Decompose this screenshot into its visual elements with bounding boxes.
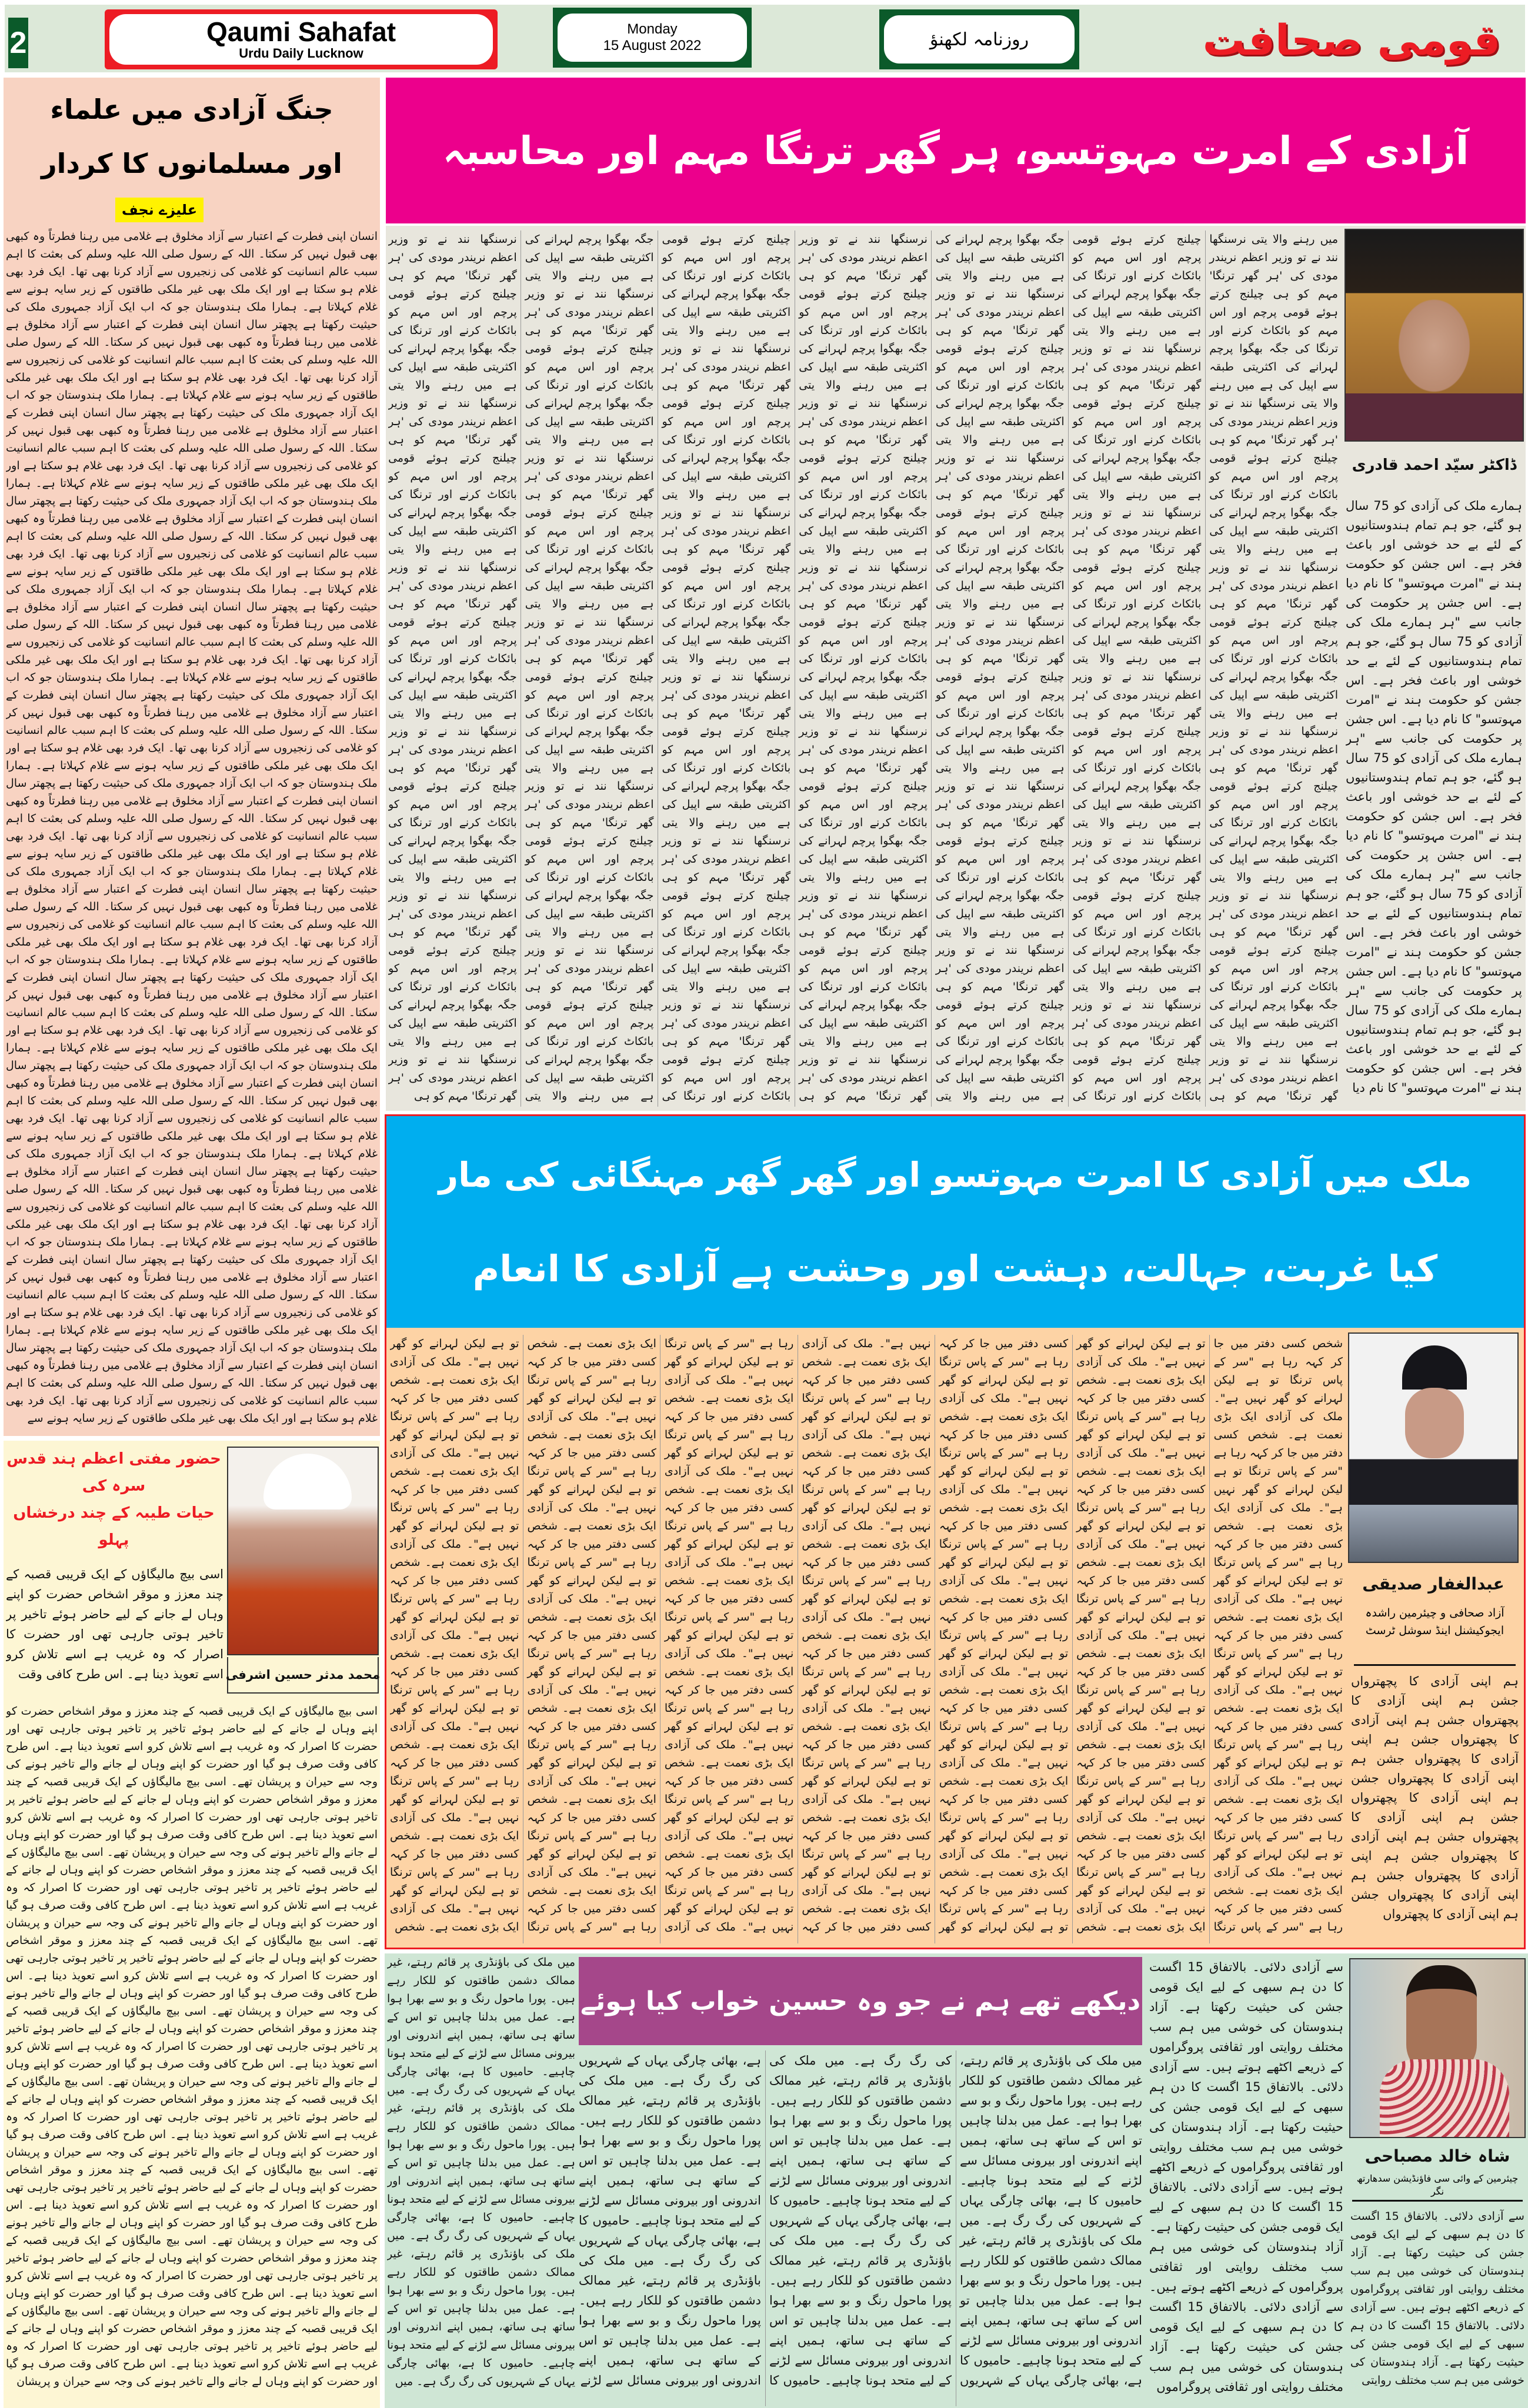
headline-line: حضور مفتی اعظم ہند قدس سرہ کی (6, 1450, 221, 1495)
article-body: میں رہنے والا یتی نرسنگھا نند نے تو وزیر اعظم نریندر مودی کی 'ہر گھر ترنگا' مہم کو ہی چیلنج کرتے ہوئے قومی پرچم اور اس مہم کو بائکاٹ کرنے اور ترنگا کی جگہ بھگوا پرچم لہرانے کی اکثریتی طبقہ سے اپیل کی ہے میں رہنے والا یتی نرسنگھا نند نے تو وزیر اعظم نریندر مودی کی 'ہر گھر ترنگا' مہم کو ہی چیلنج کرتے ہوئے قومی پرچم اور اس مہم کو بائکاٹ کرنے اور ترنگا کی جگہ بھگوا پرچم لہرانے کی اکثریتی طبقہ سے اپیل کی ہے میں رہنے والا یتی نرسنگھا نند نے تو وزیر اعظم نریندر مودی کی 'ہر گھر ترنگا' مہم کو ہی چیلنج کرتے ہوئے قومی پرچم اور اس مہم کو بائکاٹ کرنے اور ترنگا کی جگہ بھگوا پرچم لہرانے کی اکثریتی طبقہ سے اپیل کی ہے میں رہنے والا یتی نرسنگھا نند نے تو وزیر اعظم نریندر مودی کی 'ہر گھر ترنگا' مہم کو ہی چیلنج کرتے ہوئے قومی پرچم اور اس مہم کو بائکاٹ کرنے اور ترنگا کی جگہ بھگوا پرچم لہرانے کی اکثریتی طبقہ سے اپیل کی ہے میں رہنے والا یتی نرسنگھا نند نے تو وزیر اعظم نریندر مودی کی 'ہر گھر ترنگا' مہم کو ہی چیلنج کرتے ہوئے قومی پرچم اور اس مہم کو بائکاٹ کرنے اور ترنگا کی جگہ بھگوا پرچم لہرانے کی اکثریتی طبقہ سے اپیل کی ہے میں رہنے والا یتی نرسنگھا نند نے تو وزیر اعظم نریندر مودی کی 'ہر گھر ترنگا' مہم کو ہی چیلنج کرتے ہوئے قومی پرچم اور اس مہم کو بائکاٹ کرنے اور ترنگا کی جگہ بھگوا پرچم لہرانے کی اکثریتی طبقہ سے اپیل کی ہے میں رہنے والا یتی نرسنگھا نند نے تو وزیر اعظم نریندر مودی کی 'ہر گھر ترنگا' مہم کو ہی چیلنج کرتے ہوئے قومی پرچم اور اس مہم کو بائکاٹ کرنے اور ترنگا کی جگہ بھگوا پرچم لہرانے کی اکثریتی طبقہ سے اپیل کی ہے میں رہنے والا یتی نرسنگھا نند نے تو وزیر اعظم نریندر مودی کی 'ہر گھر ترنگا' مہم کو ہی چیلنج کرتے ہوئے قومی پرچم اور اس مہم کو بائکاٹ کرنے اور ترنگا کی جگہ بھگوا پرچم لہرانے کی اکثریتی طبقہ سے اپیل کی ہے میں رہنے والا یتی نرسنگھا نند نے تو وزیر اعظم نریندر مودی کی 'ہر گھر ترنگا' مہم کو ہی چیلنج کرتے ہوئے قومی پرچم اور اس مہم کو بائکاٹ کرنے اور ترنگا کی جگہ بھگوا پرچم لہرانے کی اکثریتی طبقہ سے اپیل کی ہے میں رہنے والا یتی نرسنگھا نند نے تو وزیر اعظم نریندر مودی کی 'ہر گھر ترنگا' مہم کو ہی چیلنج کرتے ہوئے قومی پرچم اور اس مہم کو بائکاٹ کرنے اور ترنگا کی جگہ بھگوا پرچم لہرانے کی اکثریتی طبقہ سے اپیل کی ہے میں رہنے والا یتی نرسنگھا نند نے تو وزیر اعظم نریندر مودی کی 'ہر گھر ترنگا' مہم کو ہی چیلنج کرتے ہوئے قومی پرچم اور اس مہم کو بائکاٹ کرنے اور ترنگا کی جگہ بھگوا پرچم لہرانے کی اکثریتی طبقہ سے اپیل کی ہے میں رہنے والا یتی نرسنگھا نند نے تو وزیر اعظم نریندر مودی کی 'ہر گھر ترنگا' مہم کو ہی چیلنج کرتے ہوئے قومی پرچم اور اس مہم کو بائکاٹ کرنے اور ترنگا کی جگہ بھگوا پرچم لہرانے کی اکثریتی طبقہ سے اپیل کی ہے میں رہنے والا یتی نرسنگھا نند نے تو وزیر اعظم نریندر مودی کی 'ہر گھر ترنگا' مہم کو ہی چیلنج کرتے ہوئے قومی پرچم اور اس مہم کو بائکاٹ کرنے اور ترنگا کی جگہ بھگوا پرچم لہرانے کی اکثریتی طبقہ سے اپیل کی ہے میں رہنے والا یتی نرسنگھا نند نے تو وزیر اعظم نریندر مودی کی 'ہر گھر ترنگا' مہم کو ہی چیلنج کرتے ہوئے قومی پرچم اور اس مہم کو بائکاٹ کرنے اور ترنگا کی جگہ بھگوا پرچم لہرانے کی اکثریتی طبقہ سے اپیل کی ہے میں رہنے والا یتی نرسنگھا نند نے تو وزیر اعظم نریندر مودی کی 'ہر گھر ترنگا' مہم کو ہی چیلنج کرتے ہوئے قومی پرچم اور اس مہم کو بائکاٹ کرنے اور ترنگا کی جگہ بھگوا پرچم لہرانے کی اکثریتی طبقہ سے اپیل کی ہے میں رہنے والا یتی نرسنگھا نند نے تو وزیر اعظم نریندر مودی کی 'ہر گھر ترنگا' مہم کو ہی چیلنج کرتے ہوئے قومی پرچم اور اس مہم کو بائکاٹ کرنے اور ترنگا کی جگہ بھگوا پرچم لہرانے کی اکثریتی طبقہ سے اپیل کی ہے میں رہنے والا یتی نرسنگھا نند نے تو وزیر اعظم نریندر مودی کی 'ہر گھر ترنگا' مہم کو ہی چیلنج کرتے ہوئے قومی پرچم اور اس مہم کو بائکاٹ کرنے اور ترنگا کی جگہ بھگوا پرچم لہرانے کی اکثریتی طبقہ سے اپیل کی ہے میں رہنے والا یتی نرسنگھا نند نے تو وزیر اعظم نریندر مودی کی 'ہر گھر ترنگا' مہم کو ہی چیلنج کرتے ہوئے قومی پرچم اور اس مہم کو بائکاٹ کرنے اور ترنگا کی جگہ بھگوا پرچم لہرانے کی اکثریتی طبقہ سے اپیل کی ہے میں رہنے والا یتی نرسنگھا نند نے تو وزیر اعظم نریندر مودی کی 'ہر گھر ترنگا' مہم کو ہی چیلنج کرتے ہوئے قومی پرچم اور اس مہم کو بائکاٹ کرنے اور ترنگا کی جگہ بھگوا پرچم لہرانے کی اکثریتی طبقہ سے اپیل کی ہے میں رہنے والا یتی نرسنگھا نند نے تو وزیر اعظم نریندر مودی کی 'ہر گھر ترنگا' مہم کو ہی چیلنج کرتے ہوئے قومی پرچم اور اس مہم کو بائکاٹ کرنے اور ترنگا کی جگہ بھگوا پرچم لہرانے کی اکثریتی طبقہ سے اپیل کی ہے میں رہنے والا یتی نرسنگھا نند نے تو وزیر اعظم نریندر مودی کی 'ہر گھر ترنگا' مہم کو ہی چیلنج کرتے ہوئے قومی پرچم اور اس مہم کو بائکاٹ کرنے اور ترنگا کی جگہ بھگوا پرچم لہرانے کی اکثریتی طبقہ سے اپیل کی ہے میں رہنے والا یتی نرسنگھا نند نے تو وزیر اعظم نریندر مودی کی 'ہر گھر ترنگا' مہم کو ہی چیلنج کرتے ہوئے قومی پرچم اور اس مہم کو بائکاٹ کرنے اور ترنگا کی جگہ بھگوا پرچم لہرانے کی اکثریتی طبقہ سے اپیل کی ہے میں رہنے والا یتی نرسنگھا نند نے تو وزیر اعظم نریندر مودی کی 'ہر گھر ترنگا' مہم کو ہی چیلنج کرتے ہوئے قومی پرچم اور اس مہم کو بائکاٹ کرنے اور ترنگا کی جگہ بھگوا پرچم لہرانے کی اکثریتی طبقہ سے اپیل کی ہے میں رہنے والا یتی نرسنگھا نند نے تو وزیر اعظم نریندر مودی کی 'ہر گھر ترنگا' مہم کو ہی چیلنج کرتے ہوئے قومی پرچم اور اس مہم کو بائکاٹ کرنے اور ترنگا کی جگہ بھگوا پرچم لہرانے کی اکثریتی طبقہ سے اپیل کی ہے میں رہنے والا یتی نرسنگھا نند نے تو وزیر اعظم نریندر مودی کی 'ہر گھر ترنگا' مہم کو ہی چیلنج کرتے ہوئے قومی پرچم اور اس مہم کو بائکاٹ کرنے اور ترنگا کی جگہ بھگوا پرچم لہرانے کی اکثریتی طبقہ سے اپیل کی ہے میں رہنے والا یتی نرسنگھا نند نے تو وزیر اعظم نریندر مودی کی 'ہر گھر ترنگا' مہم کو ہی چیلنج کرتے ہوئے قومی پرچم اور اس مہم کو بائکاٹ کرنے اور ترنگا کی جگہ بھگوا پرچم لہرانے کی اکثریتی طبقہ سے اپیل کی ہے میں رہنے والا یتی نرسنگھا نند نے تو وزیر اعظم نریندر مودی کی 'ہر گھر ترنگا' مہم کو ہی چیلنج کرتے ہوئے قومی پرچم اور اس مہم کو بائکاٹ کرنے اور ترنگا کی جگہ بھگوا پرچم لہرانے کی اکثریتی طبقہ سے اپیل کی ہے میں رہنے والا یتی نرسنگھا نند نے تو وزیر اعظم نریندر مودی کی 'ہر گھر ترنگا' مہم کو ہی چیلنج کرتے ہوئے قومی پرچم اور اس مہم کو بائکاٹ کرنے اور ترنگا کی جگہ بھگوا پرچم لہرانے کی اکثریتی طبقہ سے اپیل کی ہے میں رہنے والا یتی نرسنگھا نند نے تو وزیر اعظم نریندر مودی کی 'ہر گھر ترنگا' مہم کو ہی چیلنج کرتے ہوئے قومی پرچم اور اس مہم کو بائکاٹ کرنے اور ترنگا کی جگہ بھگوا پرچم لہرانے کی اکثریتی طبقہ سے اپیل کی ہے میں رہنے والا یتی نرسنگھا نند نے تو وزیر اعظم نریندر مودی کی 'ہر گھر ترنگا' مہم کو ہی چیلنج کرتے ہوئے قومی پرچم اور اس مہم کو بائکاٹ کرنے اور ترنگا کی جگہ بھگوا پرچم لہرانے کی اکثریتی طبقہ سے اپیل کی ہے میں رہنے والا یتی نرسنگھا نند نے تو وزیر اعظم نریندر مودی کی 'ہر گھر ترنگا' مہم کو ہی چیلنج کرتے ہوئے قومی پرچم اور اس مہم کو بائکاٹ کرنے اور ترنگا کی جگہ بھگوا پرچم لہرانے کی اکثریتی طبقہ سے اپیل کی ہے میں رہنے والا یتی نرسنگھا نند نے تو وزیر اعظم نریندر مودی کی 'ہر گھر ترنگا' مہم کو ہی چیلنج کرتے ہوئے قومی پرچم اور اس مہم کو بائکاٹ کرنے اور ترنگا کی جگہ بھگوا پرچم لہرانے کی اکثریتی طبقہ سے اپیل کی ہے میں رہنے والا یتی نرسنگھا نند نے تو وزیر اعظم نریندر مودی کی 'ہر گھر ترنگا' مہم کو ہی چیلنج کرتے ہوئے قومی پرچم اور اس مہم کو بائکاٹ کرنے اور ترنگا کی جگہ بھگوا پرچم لہرانے کی اکثریتی طبقہ سے اپیل کی ہے میں رہنے والا یتی نرسنگھا نند نے تو وزیر اعظم نریندر مودی کی 'ہر گھر ترنگا' مہم کو ہی چیلنج کرتے ہوئے قومی پرچم اور اس مہم کو بائکاٹ کرنے اور ترنگا کی جگہ بھگوا پرچم لہرانے کی اکثریتی طبقہ سے اپیل کی ہے میں رہنے والا یتی نرسنگھا نند نے تو وزیر اعظم نریندر مودی کی 'ہر گھر ترنگا' مہم کو ہی چیلنج کرتے ہوئے قومی پرچم اور اس مہم کو بائکاٹ کرنے اور ترنگا کی جگہ بھگوا پرچم لہرانے کی اکثریتی طبقہ سے اپیل کی ہے میں رہنے والا یتی نرسنگھا نند نے تو وزیر اعظم نریندر مودی کی 'ہر گھر ترنگا' مہم کو ہی چیلنج کرتے ہوئے قومی پرچم اور اس مہم کو بائکاٹ کرنے اور ترنگا کی جگہ بھگوا پرچم لہرانے کی اکثریتی طبقہ سے اپیل کی ہے میں رہنے والا یتی نرسنگھا نند نے تو وزیر اعظم نریندر مودی کی 'ہر گھر ترنگا' مہم کو ہی چیلنج کرتے ہوئے قومی پرچم اور اس مہم کو بائکاٹ کرنے اور ترنگا کی جگہ بھگوا پرچم لہرانے کی اکثریتی طبقہ سے اپیل کی ہے میں رہنے والا یتی نرسنگھا نند نے تو وزیر اعظم نریندر مودی کی 'ہر گھر ترنگا' مہم کو ہی (388, 233, 1338, 1103)
author-byline: ڈاکٹر سیّد احمد قادری (1352, 456, 1517, 474)
article-body-continued: اسی بیچ مالیگاؤں کے ایک قریبی قصبہ کے چند معزز و موقر اشخاص حضرت کو اپنے وہاں لے جانے کے لیے حاضر ہوئے تاخیر پر تاخیر ہوتی جارہی تھی اور حضرت کا اصرار کہ وہ غریب ہے اسے تلاش کرو اسے تعویذ دینا ہے۔ اس طرح کافی وقت صرف ہو گیا اور حضرت کو اپنے وہاں لے جانے والے تاخیر ہونے کی وجہ سے حیران و پریشان تھے۔ اسی بیچ مالیگاؤں کے ایک قریبی قصبہ کے چند معزز و موقر اشخاص حضرت کو اپنے وہاں لے جانے کے لیے حاضر ہوئے تاخیر پر تاخیر ہوتی جارہی تھی اور حضرت کا اصرار کہ وہ غریب ہے اسے تلاش کرو اسے تعویذ دینا ہے۔ اس طرح کافی وقت صرف ہو گیا اور حضرت کو اپنے وہاں لے جانے والے تاخیر ہونے کی وجہ سے حیران و پریشان تھے۔ اسی بیچ مالیگاؤں کے ایک قریبی قصبہ کے چند معزز و موقر اشخاص حضرت کو اپنے وہاں لے جانے کے لیے حاضر ہوئے تاخیر پر تاخیر ہوتی جارہی تھی اور حضرت کا اصرار کہ وہ غریب ہے اسے تلاش کرو اسے تعویذ دینا ہے۔ اس طرح کافی وقت صرف ہو گیا اور حضرت کو اپنے وہاں لے جانے والے تاخیر ہونے کی وجہ سے حیران و پریشان تھے۔ اسی بیچ مالیگاؤں کے ایک قریبی قصبہ کے چند معزز و موقر اشخاص حضرت کو اپنے وہاں لے جانے کے لیے حاضر ہوئے تاخیر پر تاخیر ہوتی جارہی تھی اور حضرت کا اصرار کہ وہ غریب ہے اسے تلاش کرو اسے تعویذ دینا ہے۔ اس طرح کافی وقت صرف ہو گیا اور حضرت کو اپنے وہاں لے جانے والے تاخیر ہونے کی وجہ سے حیران و پریشان تھے۔ اسی بیچ مالیگاؤں کے ایک قریبی قصبہ کے چند معزز و موقر اشخاص حضرت کو اپنے وہاں لے جانے کے لیے حاضر ہوئے تاخیر پر تاخیر ہوتی جارہی تھی اور حضرت کا اصرار کہ وہ غریب ہے اسے تلاش کرو اسے تعویذ دینا ہے۔ اس طرح کافی وقت صرف ہو گیا اور حضرت کو اپنے وہاں لے جانے والے تاخیر ہونے کی وجہ سے حیران و پریشان تھے۔ اسی بیچ مالیگاؤں کے ایک قریبی قصبہ کے چند معزز و موقر اشخاص حضرت کو اپنے وہاں لے جانے کے لیے حاضر ہوئے تاخیر پر تاخیر ہوتی جارہی تھی اور حضرت کا اصرار کہ وہ غریب ہے اسے تلاش کرو اسے تعویذ دینا ہے۔ اس طرح کافی وقت صرف ہو گیا اور حضرت کو اپنے وہاں لے جانے والے تاخیر ہونے کی وجہ سے حیران و پریشان تھے۔ اسی بیچ مالیگاؤں کے ایک قریبی قصبہ کے چند معزز و موقر اشخاص حضرت کو اپنے وہاں لے جانے کے لیے حاضر ہوئے تاخیر پر تاخیر ہوتی جارہی تھی اور حضرت کا اصرار کہ وہ غریب ہے اسے تلاش کرو اسے تعویذ دینا ہے۔ اس طرح کافی وقت صرف ہو گیا اور حضرت کو اپنے وہاں لے جانے والے تاخیر ہونے کی وجہ سے حیران و پریشان تھے۔ اسی بیچ مالیگاؤں کے ایک قریبی قصبہ کے چند معزز و موقر اشخاص حضرت کو اپنے وہاں لے جانے کے لیے حاضر ہوئے تاخیر پر تاخیر ہوتی جارہی تھی اور حضرت کا اصرار کہ وہ غریب ہے اسے تلاش کرو اسے تعویذ دینا ہے۔ اس طرح کافی وقت صرف ہو گیا اور حضرت کو اپنے وہاں لے جانے والے تاخیر ہونے کی وجہ سے حیران و پریشان تھے۔ اسی بیچ مالیگاؤں کے ایک قریبی قصبہ کے چند معزز و موقر اشخاص حضرت کو اپنے وہاں لے جانے کے لیے حاضر ہوئے تاخیر پر تاخیر ہوتی جارہی تھی اور حضرت کا اصرار کہ وہ غریب ہے اسے تلاش کرو اسے تعویذ دینا ہے۔ اس طرح کافی وقت صرف ہو گیا اور حضرت کو اپنے وہاں لے جانے والے تاخیر ہونے کی وجہ سے حیران و پریشان (6, 1705, 378, 2388)
author-photo (227, 1447, 379, 1655)
article-main (386, 226, 1526, 1111)
article-body: انسان اپنی فطرت کے اعتبار سے آزاد مخلوق ہے غلامی میں رہنا فطرتاً وہ کبھی بھی قبول نہیں کر سکتا۔ اللہ کے رسول صلی اللہ علیہ وسلم کی بعثت کا اہم سبب عالم انسانیت کو غلامی کی زنجیروں سے آزاد کرنا بھی تھا۔ ایک فرد بھی غلام ہو سکتا ہے اور ایک ملک بھی غیر ملکی طاقتوں کے زیر سایہ ہونے سے غلام کہلاتا ہے۔ ہمارا ملک ہندوستان جو کہ اب ایک آزاد جمہوری ملک کی حیثیت رکھتا ہے پچھتر سال انسان اپنی فطرت کے اعتبار سے آزاد مخلوق ہے غلامی میں رہنا فطرتاً وہ کبھی بھی قبول نہیں کر سکتا۔ اللہ کے رسول صلی اللہ علیہ وسلم کی بعثت کا اہم سبب عالم انسانیت کو غلامی کی زنجیروں سے آزاد کرنا بھی تھا۔ ایک فرد بھی غلام ہو سکتا ہے اور ایک ملک بھی غیر ملکی طاقتوں کے زیر سایہ ہونے سے غلام کہلاتا ہے۔ ہمارا ملک ہندوستان جو کہ اب ایک آزاد جمہوری ملک کی حیثیت رکھتا ہے پچھتر سال انسان اپنی فطرت کے اعتبار سے آزاد مخلوق ہے غلامی میں رہنا فطرتاً وہ کبھی بھی قبول نہیں کر سکتا۔ اللہ کے رسول صلی اللہ علیہ وسلم کی بعثت کا اہم سبب عالم انسانیت کو غلامی کی زنجیروں سے آزاد کرنا بھی تھا۔ ایک فرد بھی غلام ہو سکتا ہے اور ایک ملک بھی غیر ملکی طاقتوں کے زیر سایہ ہونے سے غلام کہلاتا ہے۔ ہمارا ملک ہندوستان جو کہ اب ایک آزاد جمہوری ملک کی حیثیت رکھتا ہے پچھتر سال انسان اپنی فطرت کے اعتبار سے آزاد مخلوق ہے غلامی میں رہنا فطرتاً وہ کبھی بھی قبول نہیں کر سکتا۔ اللہ کے رسول صلی اللہ علیہ وسلم کی بعثت کا اہم سبب عالم انسانیت کو غلامی کی زنجیروں سے آزاد کرنا بھی تھا۔ ایک فرد بھی غلام ہو سکتا ہے اور ایک ملک بھی غیر ملکی طاقتوں کے زیر سایہ ہونے سے غلام کہلاتا ہے۔ ہمارا ملک ہندوستان جو کہ اب ایک آزاد جمہوری ملک کی حیثیت رکھتا ہے پچھتر سال انسان اپنی فطرت کے اعتبار سے آزاد مخلوق ہے غلامی میں رہنا فطرتاً وہ کبھی بھی قبول نہیں کر سکتا۔ اللہ کے رسول صلی اللہ علیہ وسلم کی بعثت کا اہم سبب عالم انسانیت کو غلامی کی زنجیروں سے آزاد کرنا بھی تھا۔ ایک فرد بھی غلام ہو سکتا ہے اور ایک ملک بھی غیر ملکی طاقتوں کے زیر سایہ ہونے سے غلام کہلاتا ہے۔ ہمارا ملک ہندوستان جو کہ اب ایک آزاد جمہوری ملک کی حیثیت رکھتا ہے پچھتر سال انسان اپنی فطرت کے اعتبار سے آزاد مخلوق ہے غلامی میں رہنا فطرتاً وہ کبھی بھی قبول نہیں کر سکتا۔ اللہ کے رسول صلی اللہ علیہ وسلم کی بعثت کا اہم سبب عالم انسانیت کو غلامی کی زنجیروں سے آزاد کرنا بھی تھا۔ ایک فرد بھی غلام ہو سکتا ہے اور ایک ملک بھی غیر ملکی طاقتوں کے زیر سایہ ہونے سے غلام کہلاتا ہے۔ ہمارا ملک ہندوستان جو کہ اب ایک آزاد جمہوری ملک کی حیثیت رکھتا ہے پچھتر سال انسان اپنی فطرت کے اعتبار سے آزاد مخلوق ہے غلامی میں رہنا فطرتاً وہ کبھی بھی قبول نہیں کر سکتا۔ اللہ کے رسول صلی اللہ علیہ وسلم کی بعثت کا اہم سبب عالم انسانیت کو غلامی کی زنجیروں سے آزاد کرنا بھی تھا۔ ایک فرد بھی غلام ہو سکتا ہے اور ایک ملک بھی غیر ملکی طاقتوں کے زیر سایہ ہونے سے غلام کہلاتا ہے۔ ہمارا ملک ہندوستان جو کہ اب ایک آزاد جمہوری ملک کی حیثیت رکھتا ہے پچھتر سال انسان اپنی فطرت کے اعتبار سے آزاد مخلوق ہے غلامی میں رہنا فطرتاً وہ کبھی بھی قبول نہیں کر سکتا۔ اللہ کے رسول صلی اللہ علیہ وسلم کی بعثت کا اہم سبب عالم انسانیت کو غلامی کی زنجیروں سے آزاد کرنا بھی تھا۔ ایک فرد بھی غلام ہو سکتا ہے اور ایک ملک بھی غیر ملکی طاقتوں کے زیر سایہ ہونے سے غلام کہلاتا ہے۔ ہمارا ملک ہندوستان جو کہ اب ایک آزاد جمہوری ملک کی حیثیت رکھتا ہے پچھتر سال انسان اپنی فطرت کے اعتبار سے آزاد مخلوق ہے غلامی میں رہنا فطرتاً وہ کبھی بھی قبول نہیں کر سکتا۔ اللہ کے رسول صلی اللہ علیہ وسلم کی بعثت کا اہم سبب عالم انسانیت کو غلامی کی زنجیروں سے آزاد کرنا بھی تھا۔ ایک فرد بھی غلام ہو سکتا ہے اور ایک ملک بھی غیر ملکی طاقتوں کے زیر سایہ ہونے سے غلام کہلاتا ہے۔ ہمارا ملک ہندوستان جو کہ اب ایک آزاد جمہوری ملک کی حیثیت رکھتا ہے پچھتر سال انسان اپنی فطرت کے اعتبار سے آزاد مخلوق ہے غلامی میں رہنا فطرتاً وہ کبھی بھی قبول نہیں کر سکتا۔ اللہ کے رسول صلی اللہ علیہ وسلم کی بعثت کا اہم سبب عالم انسانیت کو غلامی کی زنجیروں سے آزاد کرنا بھی تھا۔ ایک فرد بھی غلام ہو سکتا ہے اور ایک ملک بھی غیر ملکی طاقتوں کے زیر سایہ ہونے سے غلام کہلاتا ہے۔ ہمارا ملک ہندوستان جو کہ اب ایک آزاد جمہوری ملک کی حیثیت رکھتا ہے پچھتر سال انسان اپنی فطرت کے اعتبار سے آزاد مخلوق ہے غلامی میں رہنا فطرتاً وہ کبھی بھی قبول نہیں کر سکتا۔ اللہ کے رسول صلی اللہ علیہ وسلم کی بعثت کا اہم سبب عالم انسانیت کو غلامی کی زنجیروں سے آزاد کرنا بھی تھا۔ ایک فرد بھی غلام ہو سکتا ہے اور ایک ملک بھی غیر ملکی طاقتوں کے زیر سایہ ہونے سے غلام کہلاتا ہے۔ ہمارا ملک ہندوستان جو کہ اب ایک آزاد جمہوری ملک کی حیثیت رکھتا ہے پچھتر سال انسان اپنی فطرت کے اعتبار سے آزاد مخلوق ہے غلامی میں رہنا فطرتاً وہ کبھی بھی قبول نہیں کر سکتا۔ اللہ کے رسول صلی اللہ علیہ وسلم کی بعثت کا اہم سبب عالم انسانیت کو غلامی کی زنجیروں سے آزاد کرنا بھی تھا۔ ایک فرد بھی غلام ہو سکتا ہے اور ایک ملک بھی غیر ملکی طاقتوں کے زیر سایہ ہونے سے غلام کہلاتا ہے۔ ہمارا ملک ہندوستان جو کہ اب ایک آزاد جمہوری ملک کی حیثیت رکھتا ہے پچھتر سال انسان اپنی فطرت کے اعتبار سے آزاد مخلوق ہے غلامی میں رہنا فطرتاً وہ کبھی بھی قبول نہیں کر سکتا۔ اللہ کے رسول صلی اللہ علیہ وسلم کی بعثت کا اہم سبب عالم انسانیت کو غلامی کی زنجیروں سے آزاد کرنا بھی تھا۔ ایک فرد بھی غلام ہو سکتا ہے اور ایک ملک بھی غیر ملکی طاقتوں کے زیر سایہ ہونے سے (6, 230, 378, 1425)
article-intro: سے آزادی دلائی۔ بالاتفاق 15 اگست کا دن ہم سبھی کے لیے ایک قومی جشن کی حیثیت رکھتا ہے۔ آزاد ہندوستان کی خوشی میں ہم سب مختلف روایتی اور ثقافتی پروگراموں کے ذریعے اکٹھے ہوتے ہیں۔ سے آزادی دلائی۔ بالاتفاق 15 اگست کا دن ہم سبھی کے لیے ایک قومی جشن کی حیثیت رکھتا ہے۔ آزاد ہندوستان کی خوشی میں ہم سب مختلف روایتی اور ثقافتی پروگراموں کے ذریعے اکٹھے ہوتے ہیں۔ سے آزادی دلائی۔ بالاتفاق 15 اگست کا دن ہم سبھی کے لیے ایک قومی جشن کی حیثیت رکھتا ہے۔ آزاد ہندوستان کی خوشی میں ہم سب مختلف روایتی اور ثقافتی پروگراموں کے ذریعے اکٹھے ہوتے ہیں۔ سے آزادی دلائی۔ بالاتفاق 15 اگست کا دن ہم سبھی کے لیے ایک قومی جشن کی حیثیت رکھتا ہے۔ آزاد ہندوستان کی خوشی میں ہم سب مختلف روایتی اور ثقافتی پروگراموں (1149, 1960, 1343, 2394)
page-number: 2 (8, 18, 28, 68)
author-byline: محمد مدثر حسین اشرفی (227, 1657, 379, 1694)
issue-date: 15 August 2022 (603, 38, 702, 54)
article-body-right: سے آزادی دلائی۔ بالاتفاق 15 اگست کا دن ہم سبھی کے لیے ایک قومی جشن کی حیثیت رکھتا ہے۔ آزاد ہندوستان کی خوشی میں ہم سب مختلف روایتی اور ثقافتی پروگراموں کے ذریعے اکٹھے ہوتے ہیں۔ سے آزادی دلائی۔ بالاتفاق 15 اگست کا دن ہم سبھی کے لیے ایک قومی جشن کی حیثیت رکھتا ہے۔ آزاد ہندوستان کی خوشی میں ہم سب مختلف روایتی (1350, 2210, 1524, 2387)
author-byline: شاہ خالد مصباحی (1364, 2146, 1510, 2166)
author-byline: علیزے نجف (115, 198, 203, 222)
headline-line: اور مسلمانوں کا کردار (41, 148, 342, 179)
second-headline (386, 1116, 1524, 1328)
article-headline (4, 1445, 224, 1554)
article-body: شخص کسی دفتر میں جا کر کہہ رہا ہے "سر کے پاس ترنگا تو ہے لیکن لہرانے کو گھر نہیں ہے"۔ ملک کی آزادی ایک بڑی نعمت ہے۔ شخص کسی دفتر میں جا کر کہہ رہا ہے "سر کے پاس ترنگا تو ہے لیکن لہرانے کو گھر نہیں ہے"۔ ملک کی آزادی ایک بڑی نعمت ہے۔ شخص کسی دفتر میں جا کر کہہ رہا ہے "سر کے پاس ترنگا تو ہے لیکن لہرانے کو گھر نہیں ہے"۔ ملک کی آزادی ایک بڑی نعمت ہے۔ شخص کسی دفتر میں جا کر کہہ رہا ہے "سر کے پاس ترنگا تو ہے لیکن لہرانے کو گھر نہیں ہے"۔ ملک کی آزادی ایک بڑی نعمت ہے۔ شخص کسی دفتر میں جا کر کہہ رہا ہے "سر کے پاس ترنگا تو ہے لیکن لہرانے کو گھر نہیں ہے"۔ ملک کی آزادی ایک بڑی نعمت ہے۔ شخص کسی دفتر میں جا کر کہہ رہا ہے "سر کے پاس ترنگا تو ہے لیکن لہرانے کو گھر نہیں ہے"۔ ملک کی آزادی ایک بڑی نعمت ہے۔ شخص کسی دفتر میں جا کر کہہ رہا ہے "سر کے پاس ترنگا تو ہے لیکن لہرانے کو گھر نہیں ہے"۔ ملک کی آزادی ایک بڑی نعمت ہے۔ شخص کسی دفتر میں جا کر کہہ رہا ہے "سر کے پاس ترنگا تو ہے لیکن لہرانے کو گھر نہیں ہے"۔ ملک کی آزادی ایک بڑی نعمت ہے۔ شخص کسی دفتر میں جا کر کہہ رہا ہے "سر کے پاس ترنگا تو ہے لیکن لہرانے کو گھر نہیں ہے"۔ ملک کی آزادی ایک بڑی نعمت ہے۔ شخص کسی دفتر میں جا کر کہہ رہا ہے "سر کے پاس ترنگا تو ہے لیکن لہرانے کو گھر نہیں ہے"۔ ملک کی آزادی ایک بڑی نعمت ہے۔ شخص کسی دفتر میں جا کر کہہ رہا ہے "سر کے پاس ترنگا تو ہے لیکن لہرانے کو گھر نہیں ہے"۔ ملک کی آزادی ایک بڑی نعمت ہے۔ شخص کسی دفتر میں جا کر کہہ رہا ہے "سر کے پاس ترنگا تو ہے لیکن لہرانے کو گھر نہیں ہے"۔ ملک کی آزادی ایک بڑی نعمت ہے۔ شخص کسی دفتر میں جا کر کہہ رہا ہے "سر کے پاس ترنگا تو ہے لیکن لہرانے کو گھر نہیں ہے"۔ ملک کی آزادی ایک بڑی نعمت ہے۔ شخص کسی دفتر میں جا کر کہہ رہا ہے "سر کے پاس ترنگا تو ہے لیکن لہرانے کو گھر نہیں ہے"۔ ملک کی آزادی ایک بڑی نعمت ہے۔ شخص کسی دفتر میں جا کر کہہ رہا ہے "سر کے پاس ترنگا تو ہے لیکن لہرانے کو گھر نہیں ہے"۔ ملک کی آزادی ایک بڑی نعمت ہے۔ شخص کسی دفتر میں جا کر کہہ رہا ہے "سر کے پاس ترنگا تو ہے لیکن لہرانے کو گھر نہیں ہے"۔ ملک کی آزادی ایک بڑی نعمت ہے۔ شخص کسی دفتر میں جا کر کہہ رہا ہے "سر کے پاس ترنگا تو ہے لیکن لہرانے کو گھر نہیں ہے"۔ ملک کی آزادی ایک بڑی نعمت ہے۔ شخص کسی دفتر میں جا کر کہہ رہا ہے "سر کے پاس ترنگا تو ہے لیکن لہرانے کو گھر نہیں ہے"۔ ملک کی آزادی ایک بڑی نعمت ہے۔ شخص کسی دفتر میں جا کر کہہ رہا ہے "سر کے پاس ترنگا تو ہے لیکن لہرانے کو گھر نہیں ہے"۔ ملک کی آزادی ایک بڑی نعمت ہے۔ شخص کسی دفتر میں جا کر کہہ رہا ہے "سر کے پاس ترنگا تو ہے لیکن لہرانے کو گھر نہیں ہے"۔ ملک کی آزادی ایک بڑی نعمت ہے۔ شخص کسی دفتر میں جا کر کہہ رہا ہے "سر کے پاس ترنگا تو ہے لیکن لہرانے کو گھر نہیں ہے"۔ ملک کی آزادی ایک بڑی نعمت ہے۔ شخص کسی دفتر میں جا کر کہہ رہا ہے "سر کے پاس ترنگا تو ہے لیکن لہرانے کو گھر نہیں ہے"۔ ملک کی آزادی ایک بڑی نعمت ہے۔ شخص کسی دفتر میں جا کر کہہ رہا ہے "سر کے پاس ترنگا تو ہے لیکن لہرانے کو گھر نہیں ہے"۔ ملک کی آزادی ایک بڑی نعمت ہے۔ شخص کسی دفتر میں جا کر کہہ رہا ہے "سر کے پاس ترنگا تو ہے لیکن لہرانے کو گھر نہیں ہے"۔ ملک کی آزادی ایک بڑی نعمت ہے۔ شخص کسی دفتر میں جا کر کہہ رہا ہے "سر کے پاس ترنگا تو ہے لیکن لہرانے کو گھر نہیں ہے"۔ ملک کی آزادی ایک بڑی نعمت ہے۔ شخص کسی دفتر میں جا کر کہہ رہا ہے "سر کے پاس ترنگا تو ہے لیکن لہرانے کو گھر نہیں ہے"۔ ملک کی آزادی ایک بڑی نعمت ہے۔ شخص کسی دفتر میں جا کر کہہ رہا ہے "سر کے پاس ترنگا تو ہے لیکن لہرانے کو گھر نہیں ہے"۔ ملک کی آزادی ایک بڑی نعمت ہے۔ شخص کسی دفتر میں جا کر کہہ رہا ہے "سر کے پاس ترنگا تو ہے لیکن لہرانے کو گھر نہیں ہے"۔ ملک کی آزادی ایک بڑی نعمت ہے۔ شخص کسی دفتر میں جا کر کہہ رہا ہے "سر کے پاس ترنگا تو ہے لیکن لہرانے کو گھر نہیں ہے"۔ ملک کی آزادی ایک بڑی نعمت ہے۔ شخص کسی دفتر میں جا کر کہہ رہا ہے "سر کے پاس ترنگا تو ہے لیکن لہرانے کو گھر نہیں ہے"۔ ملک کی آزادی ایک بڑی نعمت ہے۔ شخص کسی دفتر میں جا کر کہہ رہا ہے "سر کے پاس ترنگا تو ہے لیکن لہرانے کو گھر نہیں ہے"۔ ملک کی آزادی ایک بڑی نعمت ہے۔ شخص کسی دفتر میں جا کر کہہ رہا ہے "سر کے پاس ترنگا تو ہے لیکن لہرانے کو گھر نہیں ہے"۔ ملک کی آزادی ایک بڑی نعمت ہے۔ شخص کسی دفتر میں جا کر کہہ رہا ہے "سر کے پاس ترنگا تو ہے لیکن لہرانے کو گھر نہیں ہے"۔ ملک کی آزادی ایک بڑی نعمت ہے۔ شخص کسی دفتر میں جا کر کہہ رہا ہے "سر کے پاس ترنگا تو ہے لیکن لہرانے کو گھر نہیں ہے"۔ ملک کی آزادی ایک بڑی نعمت ہے۔ شخص کسی دفتر میں جا کر کہہ رہا ہے "سر کے پاس ترنگا تو ہے لیکن لہرانے کو گھر نہیں ہے"۔ ملک کی آزادی ایک بڑی نعمت ہے۔ شخص کسی دفتر میں جا کر کہہ رہا ہے "سر کے پاس ترنگا تو ہے لیکن لہرانے کو گھر نہیں ہے"۔ ملک کی آزادی ایک بڑی نعمت ہے۔ شخص کسی دفتر میں جا کر کہہ رہا ہے "سر کے پاس ترنگا تو ہے لیکن لہرانے کو گھر نہیں ہے"۔ ملک کی آزادی ایک بڑی نعمت ہے۔ شخص کسی دفتر میں جا کر کہہ رہا ہے "سر کے پاس ترنگا تو ہے لیکن لہرانے کو گھر نہیں ہے"۔ ملک کی آزادی ایک بڑی نعمت ہے۔ شخص کسی دفتر میں جا کر کہہ رہا ہے "سر کے پاس ترنگا تو ہے لیکن لہرانے کو گھر نہیں ہے"۔ ملک کی آزادی ایک بڑی نعمت ہے۔ شخص کسی دفتر میں جا کر کہہ رہا ہے "سر کے پاس ترنگا تو ہے لیکن لہرانے کو گھر نہیں ہے"۔ ملک کی آزادی ایک بڑی نعمت ہے۔ شخص کسی دفتر میں جا کر کہہ رہا ہے "سر کے پاس ترنگا تو ہے لیکن لہرانے کو گھر نہیں ہے"۔ ملک کی آزادی ایک بڑی نعمت ہے۔ شخص کسی دفتر میں جا کر کہہ رہا ہے "سر کے پاس ترنگا تو ہے لیکن لہرانے کو گھر نہیں ہے"۔ ملک کی آزادی ایک بڑی نعمت ہے۔ شخص کسی دفتر میں جا کر کہہ رہا ہے "سر کے پاس ترنگا تو ہے لیکن لہرانے کو گھر نہیں ہے"۔ ملک کی آزادی ایک بڑی نعمت ہے۔ شخص کسی دفتر میں جا کر کہہ رہا ہے "سر کے پاس ترنگا تو ہے لیکن لہرانے کو گھر نہیں ہے"۔ ملک کی آزادی ایک بڑی نعمت ہے۔ شخص کسی دفتر میں جا کر کہہ رہا ہے "سر کے پاس ترنگا تو ہے لیکن لہرانے کو گھر نہیں ہے"۔ ملک کی آزادی ایک بڑی نعمت ہے۔ شخص کسی دفتر میں جا کر کہہ رہا ہے "سر کے پاس ترنگا تو ہے لیکن لہرانے کو گھر نہیں ہے"۔ ملک کی آزادی ایک بڑی نعمت ہے۔ شخص (390, 1337, 1343, 1933)
masthead-title: Qaumi Sahafat (206, 16, 396, 47)
article-intro: ہمارے ملک کی آزادی کو 75 سال ہو گئے، جو ہم تمام ہندوستانیوں کے لئے بے حد خوشی اور باعث فخر ہے۔ اس جشن کو حکومت ہند نے "امرت مہوتسو" کا نام دیا ہے۔ اس جشن پر حکومت کی جانب سے "ہر ہمارے ملک کی آزادی کو 75 سال ہو گئے، جو ہم تمام ہندوستانیوں کے لئے بے حد خوشی اور باعث فخر ہے۔ اس جشن کو حکومت ہند نے "امرت مہوتسو" کا نام دیا ہے۔ اس جشن پر حکومت کی جانب سے "ہر ہمارے ملک کی آزادی کو 75 سال ہو گئے، جو ہم تمام ہندوستانیوں کے لئے بے حد خوشی اور باعث فخر ہے۔ اس جشن کو حکومت ہند نے "امرت مہوتسو" کا نام دیا ہے۔ اس جشن پر حکومت کی جانب سے "ہر ہمارے ملک کی آزادی کو 75 سال ہو گئے، جو ہم تمام ہندوستانیوں کے لئے بے حد خوشی اور باعث فخر ہے۔ اس جشن کو حکومت ہند نے "امرت مہوتسو" کا نام دیا ہے۔ اس جشن پر حکومت کی جانب سے "ہر ہمارے ملک کی آزادی کو 75 سال ہو گئے، جو ہم تمام ہندوستانیوں کے لئے بے حد خوشی اور باعث فخر ہے۔ اس جشن کو حکومت ہند نے "امرت مہوتسو" کا نام دیا (1346, 499, 1522, 1095)
logo-urdu: قومی صحافت (1202, 15, 1501, 65)
author-title: چیئرمین کے وائی سی فاؤنڈیشن سدھارتھ نگر (1352, 2172, 1523, 2202)
weekday: Monday (627, 21, 678, 37)
article-headline (4, 82, 380, 191)
article-body: میں ملک کی باؤنڈری پر قائم رہتے، غیر ممالک دشمن طاقتوں کو للکار رہے ہیں۔ پورا ماحول رنگ و بو سے بھرا ہوا ہے۔ عمل میں بدلنا چاہیں تو اس کے ساتھ ہی ساتھ، ہمیں اپنے اندرونی اور بیرونی مسائل سے لڑنے کے لیے متحد ہونا چاہیے۔ حامیوں کا ہے، بھائی چارگی یہاں کے شہریوں کی رگ رگ ہے۔ میں ملک کی باؤنڈری پر قائم رہتے، غیر ممالک دشمن طاقتوں کو للکار رہے ہیں۔ پورا ماحول رنگ و بو سے بھرا ہوا ہے۔ عمل میں بدلنا چاہیں تو اس کے ساتھ ہی ساتھ، ہمیں اپنے اندرونی اور بیرونی مسائل سے لڑنے کے لیے متحد ہونا چاہیے۔ حامیوں کا ہے، بھائی چارگی یہاں کے شہریوں کی رگ رگ ہے۔ میں ملک کی باؤنڈری پر قائم رہتے، غیر ممالک دشمن طاقتوں کو للکار رہے ہیں۔ پورا ماحول رنگ و بو سے بھرا ہوا ہے۔ عمل میں بدلنا چاہیں تو اس کے ساتھ ہی ساتھ، ہمیں اپنے اندرونی اور بیرونی مسائل سے لڑنے کے لیے متحد ہونا چاہیے۔ حامیوں کا ہے، بھائی چارگی یہاں کے شہریوں کی رگ رگ ہے۔ میں ملک کی باؤنڈری پر قائم رہتے، غیر ممالک دشمن طاقتوں کو للکار رہے ہیں۔ پورا ماحول رنگ و بو سے بھرا ہوا ہے۔ عمل میں بدلنا چاہیں تو اس کے ساتھ ہی ساتھ، ہمیں اپنے اندرونی اور بیرونی مسائل سے لڑنے کے لیے متحد ہونا چاہیے۔ حامیوں کا ہے، بھائی چارگی یہاں کے شہریوں کی رگ رگ ہے۔ میں ملک کی باؤنڈری پر قائم رہتے، غیر ممالک دشمن طاقتوں کو للکار رہے ہیں۔ پورا ماحول رنگ و بو سے بھرا ہوا ہے۔ عمل میں بدلنا چاہیں تو اس کے ساتھ ہی ساتھ، ہمیں اپنے اندرونی اور بیرونی مسائل سے لڑنے کے لیے متحد ہونا چاہیے۔ حامیوں کا ہے، بھائی چارگی یہاں کے شہریوں کی رگ رگ ہے۔ میں ملک کی باؤنڈری پر قائم رہتے، غیر ممالک دشمن طاقتوں کو للکار رہے ہیں۔ پورا ماحول رنگ و بو سے بھرا ہوا ہے۔ عمل میں بدلنا چاہیں تو اس کے ساتھ ہی ساتھ، ہمیں اپنے اندرونی اور بیرونی مسائل سے لڑنے (579, 2053, 1142, 2387)
main-headline: آزادی کے امرت مہوتسو، ہر گھر ترنگا مہم اور محاسبہ (386, 78, 1526, 223)
masthead-bar (5, 5, 1525, 72)
headline-line: ملک میں آزادی کا امرت مہوتسو اور گھر گھر مہنگائی کی مار (438, 1155, 1472, 1195)
author-photo (1349, 1958, 1526, 2138)
date-box (553, 8, 752, 68)
headline-line: جنگ آزادی میں علماء (50, 93, 333, 125)
author-photo (1348, 1332, 1519, 1563)
article-ulema (4, 78, 380, 1436)
article-body: اسی بیچ مالیگاؤں کے ایک قریبی قصبہ کے چند معزز و موقر اشخاص حضرت کو اپنے وہاں لے جانے کے لیے حاضر ہوئے تاخیر پر تاخیر ہوتی جارہی تھی اور حضرت کا اصرار کہ وہ غریب ہے اسے تلاش کرو اسے تعویذ دینا ہے۔ اس طرح کافی وقت (6, 1567, 223, 1681)
masthead-english (105, 9, 498, 69)
article-intro: ہم اپنی آزادی کا پچھترواں جشن ہم اپنی آزادی کا پچھترواں جشن ہم اپنی آزادی کا پچھترواں جشن ہم اپنی آزادی کا پچھترواں جشن ہم اپنی آزادی کا پچھترواں جشن ہم اپنی آزادی کا پچھترواں جشن ہم اپنی آزادی کا پچھترواں جشن ہم اپنی آزادی کا پچھترواں جشن ہم اپنی آزادی کا پچھترواں جشن ہم اپنی آزادی کا پچھترواں جشن ہم اپنی آزادی کا پچھترواں (1351, 1674, 1519, 1921)
article-second (385, 1114, 1526, 1949)
author-photo (1344, 229, 1524, 442)
article-bottom (385, 1953, 1528, 2408)
roznama-lucknow: روزنامہ لکھنؤ (884, 15, 1075, 64)
bottom-headline: دیکھے تھے ہم نے جو وہ حسین خواب کیا ہوئے (579, 1957, 1142, 2045)
headline-line: کیا غربت، جہالت، دہشت اور وحشت ہے آزادی کا انعام (472, 1247, 1438, 1290)
article-body-left: میں ملک کی باؤنڈری پر قائم رہتے، غیر ممالک دشمن طاقتوں کو للکار رہے ہیں۔ پورا ماحول رنگ و بو سے بھرا ہوا ہے۔ عمل میں بدلنا چاہیں تو اس کے ساتھ ہی ساتھ، ہمیں اپنے اندرونی اور بیرونی مسائل سے لڑنے کے لیے متحد ہونا چاہیے۔ حامیوں کا ہے، بھائی چارگی یہاں کے شہریوں کی رگ رگ ہے۔ میں ملک کی باؤنڈری پر قائم رہتے، غیر ممالک دشمن طاقتوں کو للکار رہے ہیں۔ پورا ماحول رنگ و بو سے بھرا ہوا ہے۔ عمل میں بدلنا چاہیں تو اس کے ساتھ ہی ساتھ، ہمیں اپنے اندرونی اور بیرونی مسائل سے لڑنے کے لیے متحد ہونا چاہیے۔ حامیوں کا ہے، بھائی چارگی یہاں کے شہریوں کی رگ رگ ہے۔ میں ملک کی باؤنڈری پر قائم رہتے، غیر ممالک دشمن طاقتوں کو للکار رہے ہیں۔ پورا ماحول رنگ و بو سے بھرا ہوا ہے۔ عمل میں بدلنا چاہیں تو اس کے ساتھ ہی ساتھ، ہمیں اپنے اندرونی اور بیرونی مسائل سے لڑنے کے لیے متحد ہونا چاہیے۔ حامیوں کا ہے، بھائی چارگی یہاں کے شہریوں کی رگ رگ ہے۔ میں (387, 1956, 575, 2388)
masthead-subtitle: Urdu Daily Lucknow (239, 46, 363, 61)
article-mufti-azam (4, 1441, 380, 2408)
headline-line: حیات طیبہ کے چند درخشاں پہلو (13, 1504, 215, 1549)
roznama-box (879, 9, 1079, 69)
author-title: آزاد صحافی و چیئرمین راشدہ ایجوکیشنل اینڈ سوشل ٹرسٹ (1354, 1604, 1516, 1666)
author-byline: عبدالغفار صدیقی (1362, 1574, 1504, 1594)
